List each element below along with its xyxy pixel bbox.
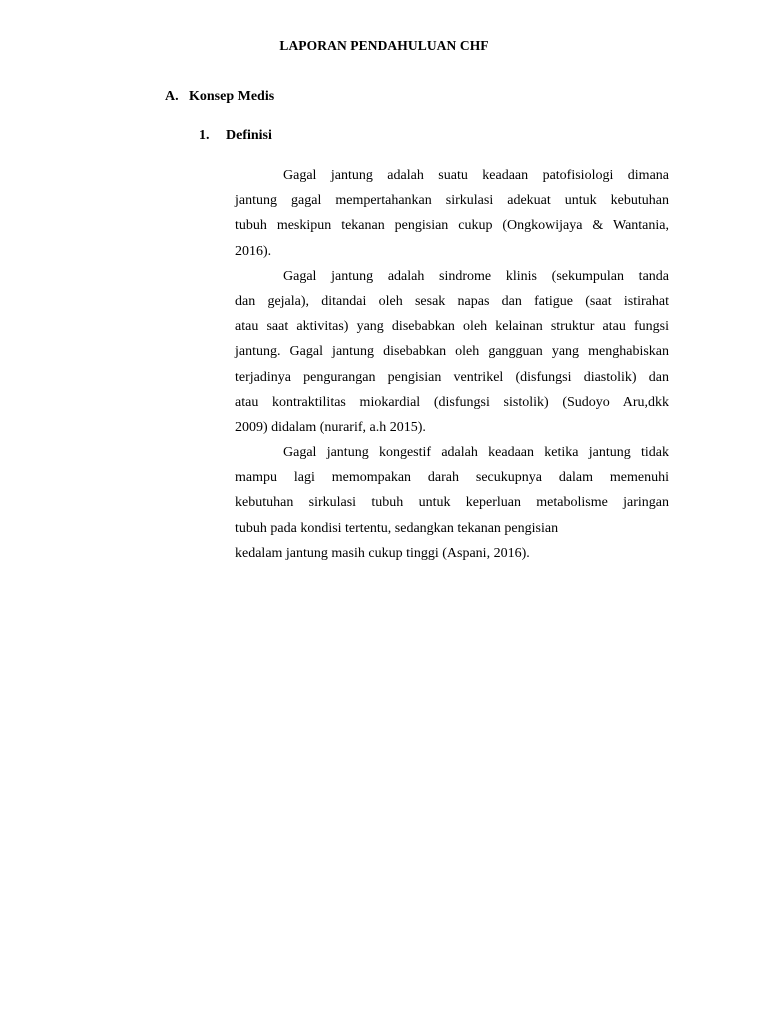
text-line: jantung. Gagal jantung disebabkan oleh gangguan yang menghabiskan: [235, 344, 669, 360]
section-heading: [165, 89, 274, 105]
text-line: Gagal jantung kongestif adalah keadaan ketika jantung tidak: [283, 445, 669, 461]
text-line: 2016).: [235, 243, 272, 259]
text-line: kebutuhan sirkulasi tubuh untuk keperluan metabolisme jaringan: [235, 495, 669, 511]
text-line: atau kontraktilitas miokardial (disfungsi sistolik) (Sudoyo Aru,dkk: [235, 394, 669, 410]
section-title: Konsep Medis: [189, 89, 275, 104]
section-marker: A.: [165, 89, 179, 104]
text-line: tubuh meskipun tekanan pengisian cukup (Ongkowijaya & Wantania,: [235, 218, 669, 234]
definition-body: [235, 163, 669, 566]
text-line: dan gejala), ditandai oleh sesak napas dan fatigue (saat istirahat: [235, 293, 669, 309]
text-line: 2009) didalam (nurarif, a.h 2015).: [235, 419, 426, 435]
text-line: tubuh pada kondisi tertentu, sedangkan tekanan pengisian: [235, 520, 559, 536]
subsection-marker: 1.: [199, 128, 210, 143]
text-line: terjadinya pengurangan pengisian ventrikel (disfungsi diastolik) dan: [235, 369, 669, 385]
subsection-heading: [199, 128, 272, 144]
text-line: kedalam jantung masih cukup tinggi (Aspani, 2016).: [235, 545, 530, 561]
document-title: LAPORAN PENDAHULUAN CHF: [279, 38, 489, 53]
text-line: mampu lagi memompakan darah secukupnya dalam memenuhi: [235, 470, 669, 486]
text-line: jantung gagal mempertahankan sirkulasi adekuat untuk kebutuhan: [235, 193, 669, 209]
subsection-title: Definisi: [226, 128, 272, 143]
text-line: atau saat aktivitas) yang disebabkan oleh kelainan struktur atau fungsi: [235, 319, 669, 335]
text-line: Gagal jantung adalah suatu keadaan patofisiologi dimana: [283, 168, 669, 183]
text-line: Gagal jantung adalah sindrome klinis (sekumpulan tanda: [283, 268, 669, 284]
